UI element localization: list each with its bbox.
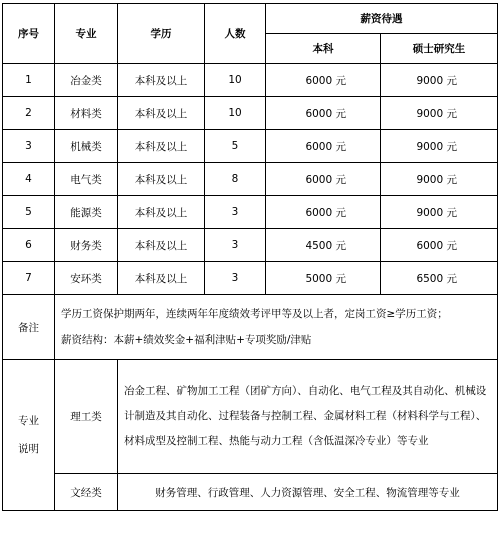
table-row [3,64,498,97]
cell-seq: 4 [3,163,55,196]
cell-master: 9000 元 [381,196,498,229]
notes-line-1: 学历工资保护期两年，连续两年年度绩效考评甲等及以上者，定岗工资≥学历工资； [61,308,448,320]
cell-bachelor: 6000 元 [266,163,381,196]
header-salary: 薪资待遇 [266,4,498,34]
cell-master: 6000 元 [381,229,498,262]
cell-seq: 2 [3,97,55,130]
cell-major: 机械类 [55,130,118,163]
recruitment-table [2,3,498,511]
cell-master: 6500 元 [381,262,498,295]
majors-desc-label-line-2: 说明 [18,443,39,455]
arts-row [3,474,498,511]
cell-seq: 3 [3,130,55,163]
table-row [3,262,498,295]
cell-count: 10 [205,97,266,130]
cell-count: 3 [205,229,266,262]
cell-bachelor: 6000 元 [266,130,381,163]
cell-count: 8 [205,163,266,196]
table-row [3,130,498,163]
header-row [3,4,498,34]
cell-education: 本科及以上 [118,163,205,196]
cell-master: 9000 元 [381,97,498,130]
majors-desc-label [3,360,55,511]
cell-education: 本科及以上 [118,262,205,295]
notes-label: 备注 [3,295,55,360]
cell-major: 能源类 [55,196,118,229]
cell-major: 冶金类 [55,64,118,97]
header-major: 专业 [55,4,118,64]
cell-education: 本科及以上 [118,64,205,97]
table-row [3,163,498,196]
cell-seq: 7 [3,262,55,295]
cell-master: 9000 元 [381,163,498,196]
cell-count: 3 [205,262,266,295]
cell-master: 9000 元 [381,64,498,97]
header-bachelor: 本科 [266,34,381,64]
science-majors-text: 冶金工程、矿物加工工程（团矿方向）、自动化、电气工程及其自动化、机械设计制造及其自动化、过程装备与控制工程、金属材料工程（材料科学与工程）、材料成型及控制工程、热能与动力工程（含低温深冷专业）等专业 [118,360,498,474]
cell-bachelor: 6000 元 [266,97,381,130]
cell-bachelor: 5000 元 [266,262,381,295]
cell-major: 电气类 [55,163,118,196]
cell-bachelor: 6000 元 [266,64,381,97]
arts-majors-text: 财务管理、行政管理、人力资源管理、安全工程、物流管理等专业 [118,474,498,511]
table-row [3,97,498,130]
header-education: 学历 [118,4,205,64]
cell-seq: 5 [3,196,55,229]
cell-education: 本科及以上 [118,97,205,130]
cell-count: 5 [205,130,266,163]
cell-bachelor: 6000 元 [266,196,381,229]
table-row [3,196,498,229]
header-seq: 序号 [3,4,55,64]
cell-master: 9000 元 [381,130,498,163]
science-label: 理工类 [55,360,118,474]
notes-content [55,295,498,360]
cell-education: 本科及以上 [118,196,205,229]
cell-seq: 6 [3,229,55,262]
cell-major: 财务类 [55,229,118,262]
cell-seq: 1 [3,64,55,97]
cell-education: 本科及以上 [118,130,205,163]
majors-desc-label-line-1: 专业 [18,415,39,427]
science-row [3,360,498,474]
cell-education: 本科及以上 [118,229,205,262]
header-count: 人数 [205,4,266,64]
cell-major: 安环类 [55,262,118,295]
arts-label: 文经类 [55,474,118,511]
cell-bachelor: 4500 元 [266,229,381,262]
notes-row [3,295,498,360]
cell-count: 3 [205,196,266,229]
table-row [3,229,498,262]
cell-count: 10 [205,64,266,97]
header-master: 硕士研究生 [381,34,498,64]
notes-line-2: 薪资结构：本薪+绩效奖金+福利津贴+专项奖励/津贴 [61,334,312,346]
cell-major: 材料类 [55,97,118,130]
